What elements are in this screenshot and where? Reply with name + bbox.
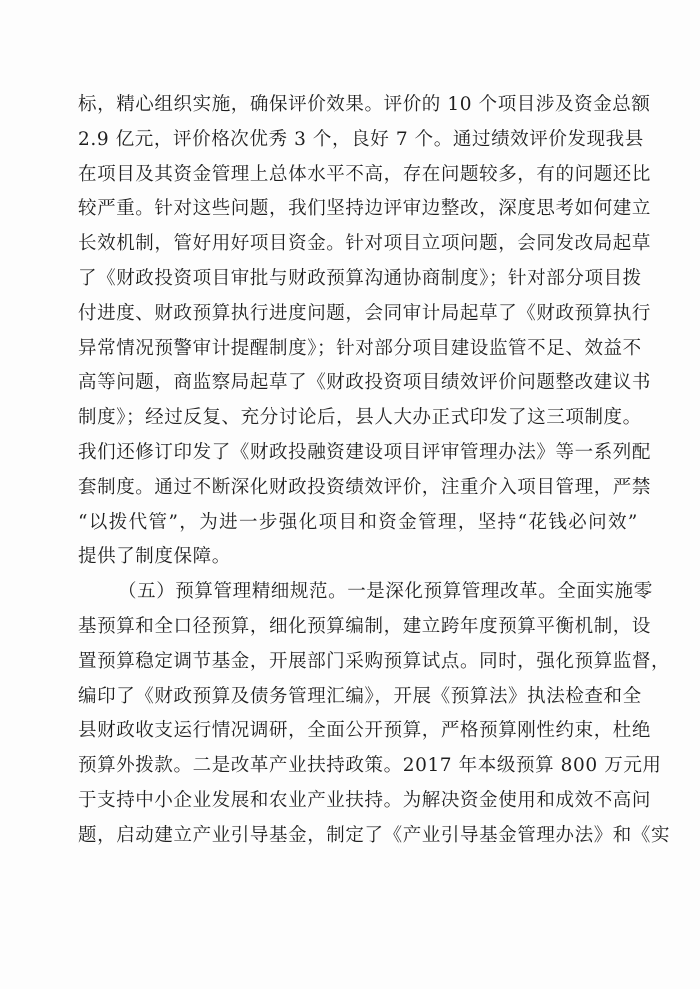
text-line: 题，启动建立产业引导基金，制定了《产业引导基金管理办法》和《实 — [78, 824, 671, 846]
text-line: 基预算和全口径预算，细化预算编制，建立跨年度预算平衡机制，设 — [78, 615, 652, 637]
section-heading-line: （五）预算管理精细规范。一是深化预算管理改革。全面实施零 — [118, 581, 653, 603]
text-line: 预算外拨款。二是改革产业扶持政策。2017 年本级预算 800 万元用 — [78, 755, 662, 777]
body-text — [78, 88, 671, 854]
text-line: 在项目及其资金管理上总体水平不高，存在问题较多，有的问题还比 — [78, 163, 652, 185]
text-line: 置预算稳定调节基金，开展部门采购预算试点。同时，强化预算监督， — [78, 650, 671, 672]
text-line: 付进度、财政预算执行进度问题，会同审计局起草了《财政预算执行 — [78, 302, 652, 324]
text-line: 长效机制，管好用好项目资金。针对项目立项问题，会同发改局起草 — [78, 233, 652, 255]
text-line: 较严重。针对这些问题，我们坚持边评审边整改，深度思考如何建立 — [78, 198, 652, 220]
text-line: 了《财政投资项目审批与财政预算沟通协商制度》；针对部分项目拨 — [78, 267, 642, 289]
text-line: 2.9 亿元，评价格次优秀 3 个，良好 7 个。通过绩效评价发现我县 — [78, 128, 644, 150]
text-line: 县财政收支运行情况调研，全面公开预算，严格预算刚性约束，杜绝 — [78, 720, 652, 742]
text-line: 编印了《财政预算及债务管理汇编》，开展《预算法》执法检查和全 — [78, 685, 642, 707]
text-line: 标，精心组织实施，确保评价效果。评价的 10 个项目涉及资金总额 — [78, 94, 651, 115]
text-line: 套制度。通过不断深化财政投资绩效评价，注重介入项目管理，严禁 — [78, 476, 652, 498]
text-line: 我们还修订印发了《财政投融资建设项目评审管理办法》等一系列配 — [78, 441, 652, 463]
paragraph-end-line: 提供了制度保障。 — [78, 546, 231, 568]
text-line: 制度》；经过反复、充分讨论后，县人大办正式印发了这三项制度。 — [78, 407, 642, 429]
text-line: “以拨代管”，为进一步强化项目和资金管理，坚持“花钱必问效” — [78, 511, 638, 533]
text-line: 于支持中小企业发展和农业产业扶持。为解决资金使用和成效不高问 — [78, 789, 652, 811]
text-line: 异常情况预警审计提醒制度》；针对部分项目建设监管不足、效益不 — [78, 337, 642, 359]
text-line: 高等问题，商监察局起草了《财政投资项目绩效评价问题整改建议书 — [78, 372, 652, 394]
